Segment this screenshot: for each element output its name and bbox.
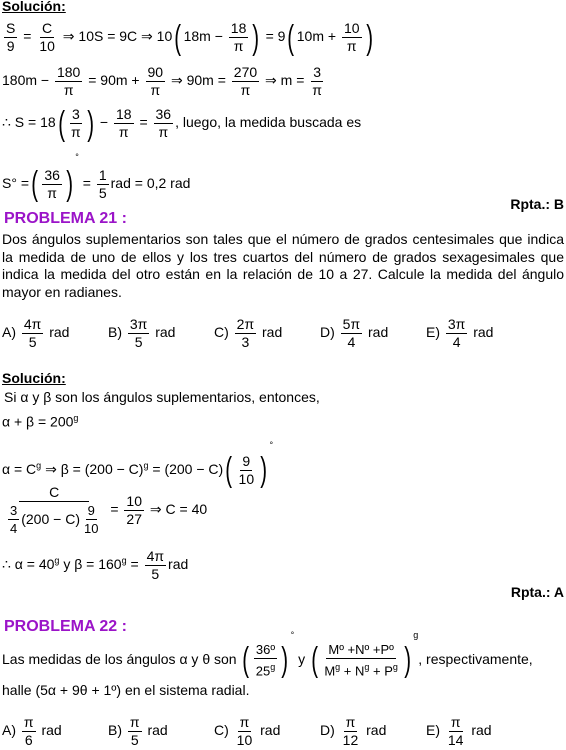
option-d: D) $\frac{5\pi}{4}$ rad — [320, 316, 389, 350]
problem-statement: halle (5α + 9θ + 1º) en el sistema radial. — [2, 682, 250, 698]
equation-line: $\frac{S}{9}$ = $\frac{C}{10}$ ⇒ 10S = 9C ⇒ 10( 18m − $\frac{18}{\pi}$ ) = 9( 10m + $\frac{10}{\pi}$ ) — [6, 18, 373, 57]
solution-heading: Solución: — [2, 370, 66, 386]
option-c: C) $\frac{2\pi}{3}$ rad — [214, 316, 283, 350]
option-b: B) $\frac{\pi}{5}$ rad — [108, 714, 168, 748]
solution-text: Si α y β son los ángulos suplementarios, entonces, — [4, 389, 320, 405]
option-e: E) $\frac{3\pi}{4}$ rad — [426, 316, 494, 350]
equation-line: ∴ S = 18( $\frac{3}{\pi}$ ) − $\frac{18}{\pi}$ = $\frac{36}{\pi}$ , luego, la medida buscada es — [2, 104, 362, 143]
equation-line: ∴ $\alpha = 40^g$ y $\beta = 160^g$ = $\frac{4\pi}{5}$ rad — [2, 548, 189, 582]
answer-label: Rpta.: B — [510, 196, 564, 212]
equation-line: $\alpha + \beta = 200^g$ — [2, 413, 79, 430]
option-d: D) $\frac{\pi}{12}$ rad — [320, 714, 387, 748]
option-a: A) $\frac{\pi}{6}$ rad — [2, 714, 62, 748]
problem-title: PROBLEMA 22 : — [4, 618, 127, 635]
equation-line: 180m − $\frac{180}{\pi}$ = 90m + $\frac{90}{\pi}$ ⇒ 90m = $\frac{270}{\pi}$ ⇒ m = $\frac{3}{\pi}$ — [2, 64, 322, 98]
equation-line: $\alpha = C^g$ ⇒ $\beta = (200 - C)^g = (200 - C)$( $\frac{9}{10}$ )° — [2, 440, 274, 490]
solution-heading: Solución: — [2, 0, 66, 14]
answer-label: Rpta.: A — [510, 584, 564, 600]
problem-statement: Las medidas de los ángulos α y θ son ( $\frac{\text{36º}}{25^g}$ )° y ( $\frac{\text{Mº +Nº +Pº}}{M^g + N^g + P^g}$ )$^g$, respectivamente, — [2, 630, 533, 680]
option-e: E) $\frac{\pi}{14}$ rad — [426, 714, 492, 748]
problem-statement: Dos ángulos suplementarios son tales que el número de grados centesimales que indica la medida de uno de ellos y los tres cuartos del número de grados sexagesimales que indica la medida del otro están en la relación de 10 a 27. Calcule la medida del ángulo mayor en radianes. — [2, 231, 564, 300]
option-a: A) $\frac{4\pi}{5}$ rad — [2, 316, 70, 350]
equation-line: C 3 4 (200 − C) 9 10 = $\frac{10}{27}$ ⇒ C = 40 — [10, 484, 208, 536]
equation-line: S° =( $\frac{36}{\pi}$ )° = $\frac{1}{5}$ rad = 0,2 rad — [2, 152, 191, 204]
option-b: B) $\frac{3\pi}{5}$ rad — [108, 316, 176, 350]
problem-title: PROBLEMA 21 : — [4, 210, 127, 227]
option-c: C) $\frac{\pi}{10}$ rad — [214, 714, 281, 748]
